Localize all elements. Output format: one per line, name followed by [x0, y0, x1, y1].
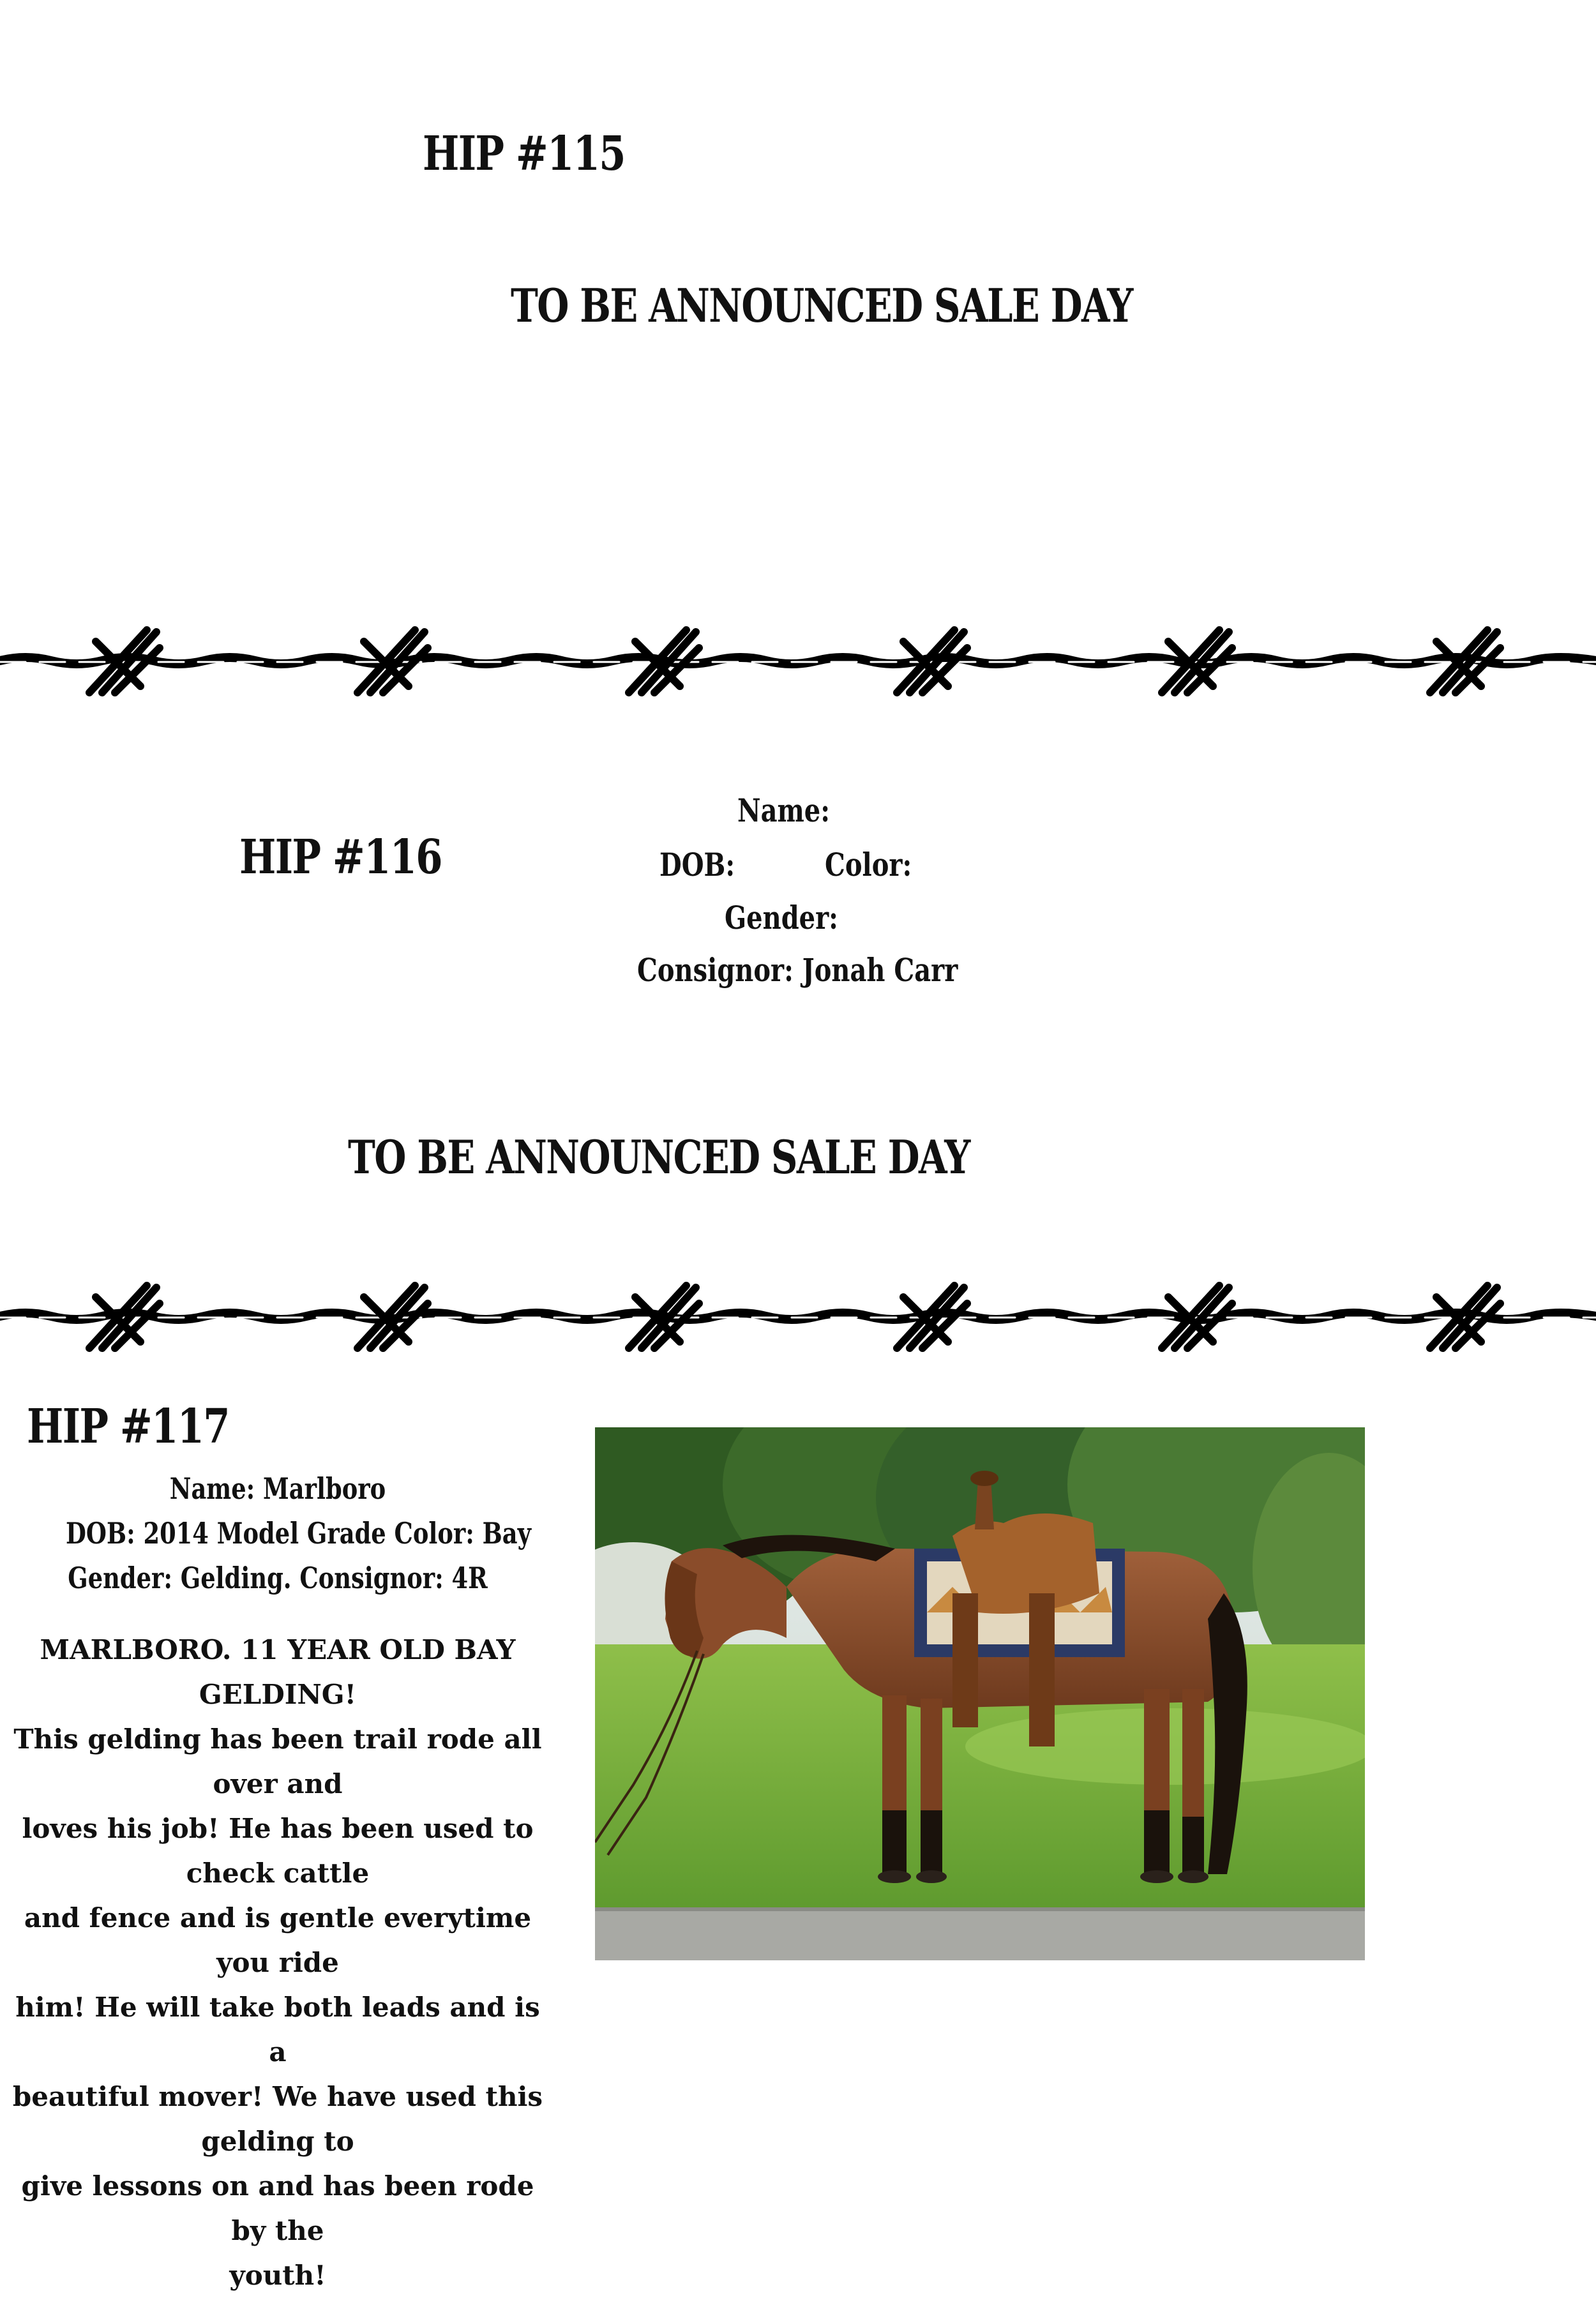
description-line: beautiful mover! We have used this gelding to	[12, 2081, 543, 2157]
barbed-wire-icon	[0, 1278, 1596, 1361]
description-line: This gelding has been trail rode all over and	[13, 1724, 542, 1799]
hip-117-gender: Gender: Gelding. Consignor: 4R	[68, 1561, 488, 1595]
hip-116-color-label: Color:	[825, 846, 912, 883]
hip-117-info	[13, 1471, 543, 1605]
hip-116-status: TO BE ANNOUNCED SALE DAY	[348, 1130, 970, 1184]
hip-115-status: TO BE ANNOUNCED SALE DAY	[511, 278, 1133, 333]
hip-117-description	[6, 1628, 549, 2298]
barbed-wire-icon	[0, 622, 1596, 705]
hip-117-dob: DOB: 2014 Model Grade Color: Bay	[66, 1516, 532, 1551]
description-line: him! He will take both leads and is a	[15, 1992, 540, 2068]
description-line: loves his job! He has been used to check cattle	[22, 1813, 534, 1889]
description-line: youth!	[229, 2260, 326, 2291]
hip-116-title: HIP #116	[239, 830, 442, 885]
description-line: give lessons on and has been rode by the	[21, 2170, 534, 2246]
description-line: MARLBORO. 11 YEAR OLD BAY GELDING!	[40, 1634, 516, 1710]
bay-horse-photo	[595, 1427, 1365, 1960]
hip-116-consignor: Consignor: Jonah Carr	[637, 951, 958, 989]
hip-116-dob-label: DOB:	[659, 846, 735, 883]
hip-116-name-label: Name:	[737, 792, 831, 829]
hip-117-title: HIP #117	[27, 1399, 229, 1454]
hip-117-name: Name: Marlboro	[169, 1471, 386, 1506]
hip-116-gender-label: Gender:	[725, 899, 838, 936]
hip-115-title: HIP #115	[423, 126, 625, 181]
description-line: and fence and is gentle everytime you ride	[24, 1902, 532, 1978]
